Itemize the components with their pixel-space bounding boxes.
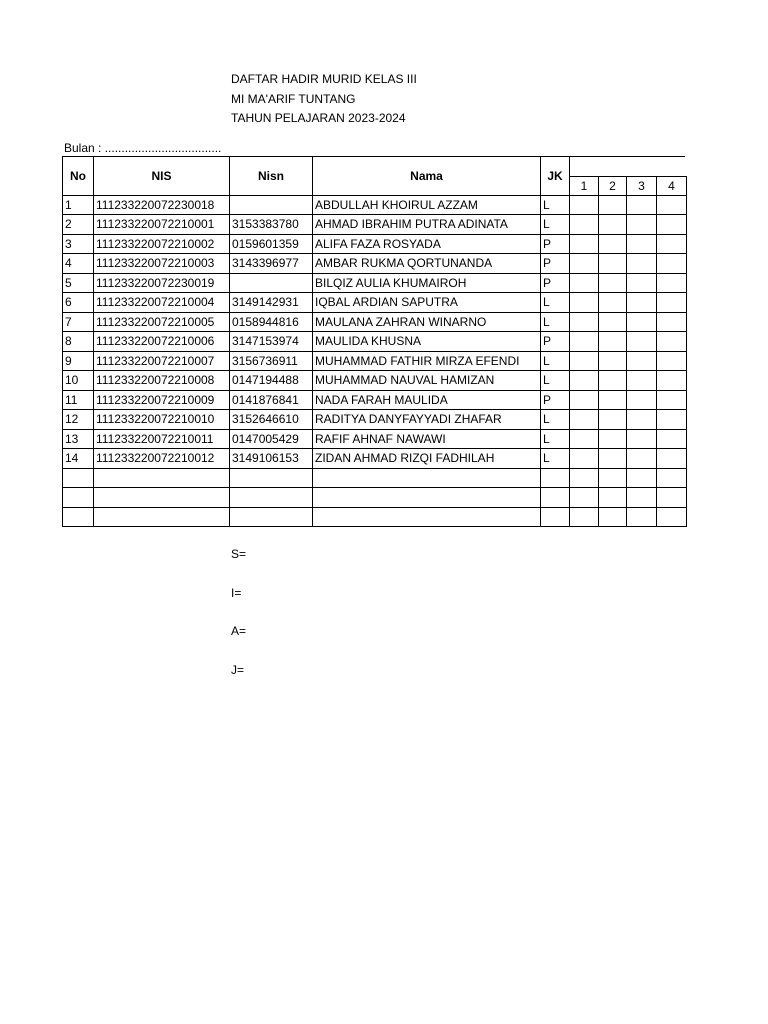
cell-day-2 bbox=[599, 488, 627, 508]
table-row bbox=[63, 293, 687, 313]
cell-day-2 bbox=[599, 351, 627, 371]
cell-day-1 bbox=[570, 273, 599, 293]
col-header-day-4: 4 bbox=[657, 176, 687, 195]
cell-nama: AHMAD IBRAHIM PUTRA ADINATA bbox=[313, 215, 541, 235]
cell-day-2 bbox=[599, 195, 627, 215]
cell-day-1 bbox=[570, 410, 599, 430]
cell-nis: 111233220072210002 bbox=[94, 234, 230, 254]
cell-day-1 bbox=[570, 507, 599, 527]
table-header-row bbox=[63, 157, 687, 177]
table-body bbox=[63, 195, 687, 527]
summary-jumlah: J= bbox=[231, 663, 245, 678]
cell-no: 11 bbox=[63, 390, 94, 410]
cell-jk: L bbox=[541, 429, 570, 449]
table-row bbox=[63, 488, 687, 508]
cell-day-4 bbox=[657, 351, 687, 371]
col-header-nis: NIS bbox=[94, 157, 230, 196]
cell-nama: MUHAMMAD NAUVAL HAMIZAN bbox=[313, 371, 541, 391]
cell-no: 3 bbox=[63, 234, 94, 254]
cell-day-4 bbox=[657, 195, 687, 215]
table-row bbox=[63, 390, 687, 410]
summary-izin: I= bbox=[231, 585, 242, 600]
cell-nis: 111233220072230019 bbox=[94, 273, 230, 293]
cell-nisn bbox=[230, 468, 313, 488]
cell-nisn: 3152646610 bbox=[230, 410, 313, 430]
attendance-table bbox=[62, 156, 687, 527]
cell-nama bbox=[313, 468, 541, 488]
cell-nisn: 0159601359 bbox=[230, 234, 313, 254]
cell-nisn bbox=[230, 195, 313, 215]
cell-nis bbox=[94, 488, 230, 508]
cell-day-1 bbox=[570, 449, 599, 469]
cell-day-3 bbox=[627, 390, 657, 410]
cell-day-3 bbox=[627, 449, 657, 469]
cell-day-4 bbox=[657, 312, 687, 332]
cell-day-3 bbox=[627, 332, 657, 352]
cell-jk: L bbox=[541, 195, 570, 215]
cell-nama: NADA FARAH MAULIDA bbox=[313, 390, 541, 410]
cell-day-3 bbox=[627, 351, 657, 371]
cell-nis: 111233220072230018 bbox=[94, 195, 230, 215]
cell-day-2 bbox=[599, 312, 627, 332]
table-row bbox=[63, 410, 687, 430]
cell-nis bbox=[94, 468, 230, 488]
cell-nama: ZIDAN AHMAD RIZQI FADHILAH bbox=[313, 449, 541, 469]
cell-jk: P bbox=[541, 332, 570, 352]
cell-nama: AMBAR RUKMA QORTUNANDA bbox=[313, 254, 541, 274]
cell-nama bbox=[313, 507, 541, 527]
cell-nis: 111233220072210010 bbox=[94, 410, 230, 430]
cell-no: 5 bbox=[63, 273, 94, 293]
cell-nama: RAFIF AHNAF NAWAWI bbox=[313, 429, 541, 449]
cell-jk: P bbox=[541, 254, 570, 274]
cell-nama: BILQIZ AULIA KHUMAIROH bbox=[313, 273, 541, 293]
cell-day-2 bbox=[599, 429, 627, 449]
cell-day-1 bbox=[570, 429, 599, 449]
cell-nis: 111233220072210006 bbox=[94, 332, 230, 352]
cell-nis: 111233220072210009 bbox=[94, 390, 230, 410]
cell-nama: MUHAMMAD FATHIR MIRZA EFENDI bbox=[313, 351, 541, 371]
cell-nis: 111233220072210012 bbox=[94, 449, 230, 469]
cell-day-2 bbox=[599, 449, 627, 469]
cell-day-4 bbox=[657, 234, 687, 254]
cell-day-4 bbox=[657, 390, 687, 410]
cell-day-2 bbox=[599, 332, 627, 352]
cell-jk: P bbox=[541, 273, 570, 293]
cell-day-3 bbox=[627, 254, 657, 274]
cell-day-1 bbox=[570, 351, 599, 371]
cell-day-4 bbox=[657, 410, 687, 430]
cell-jk: L bbox=[541, 371, 570, 391]
cell-day-1 bbox=[570, 371, 599, 391]
header-year: TAHUN PELAJARAN 2023-2024 bbox=[231, 111, 406, 125]
cell-nisn: 3153383780 bbox=[230, 215, 313, 235]
col-header-nisn: Nisn bbox=[230, 157, 313, 196]
cell-day-4 bbox=[657, 254, 687, 274]
table-row bbox=[63, 312, 687, 332]
cell-jk: L bbox=[541, 449, 570, 469]
cell-nama: ABDULLAH KHOIRUL AZZAM bbox=[313, 195, 541, 215]
table-row bbox=[63, 507, 687, 527]
cell-nisn: 0147005429 bbox=[230, 429, 313, 449]
table-row bbox=[63, 254, 687, 274]
summary-alpa: A= bbox=[231, 624, 247, 639]
table-row bbox=[63, 273, 687, 293]
cell-nis bbox=[94, 507, 230, 527]
cell-day-3 bbox=[627, 429, 657, 449]
cell-day-3 bbox=[627, 410, 657, 430]
table-row bbox=[63, 351, 687, 371]
col-header-no: No bbox=[63, 157, 94, 196]
cell-nama bbox=[313, 488, 541, 508]
table-row bbox=[63, 468, 687, 488]
cell-day-4 bbox=[657, 273, 687, 293]
cell-day-2 bbox=[599, 468, 627, 488]
table-row bbox=[63, 332, 687, 352]
cell-jk: P bbox=[541, 390, 570, 410]
document-header bbox=[231, 70, 417, 129]
cell-no: 14 bbox=[63, 449, 94, 469]
table-row bbox=[63, 195, 687, 215]
cell-no bbox=[63, 488, 94, 508]
cell-no: 8 bbox=[63, 332, 94, 352]
cell-jk: L bbox=[541, 312, 570, 332]
cell-day-4 bbox=[657, 215, 687, 235]
cell-day-4 bbox=[657, 371, 687, 391]
cell-day-3 bbox=[627, 488, 657, 508]
cell-day-2 bbox=[599, 371, 627, 391]
cell-nisn: 3156736911 bbox=[230, 351, 313, 371]
cell-day-3 bbox=[627, 215, 657, 235]
cell-day-4 bbox=[657, 488, 687, 508]
days-group-header bbox=[570, 157, 687, 177]
cell-day-4 bbox=[657, 468, 687, 488]
cell-jk bbox=[541, 488, 570, 508]
col-header-nama: Nama bbox=[313, 157, 541, 196]
cell-day-2 bbox=[599, 507, 627, 527]
cell-jk: L bbox=[541, 410, 570, 430]
cell-day-3 bbox=[627, 234, 657, 254]
cell-no: 13 bbox=[63, 429, 94, 449]
cell-nisn bbox=[230, 507, 313, 527]
cell-day-2 bbox=[599, 293, 627, 313]
cell-nisn: 0147194488 bbox=[230, 371, 313, 391]
cell-nama: RADITYA DANYFAYYADI ZHAFAR bbox=[313, 410, 541, 430]
cell-jk: P bbox=[541, 234, 570, 254]
cell-nisn: 0158944816 bbox=[230, 312, 313, 332]
col-header-day-1: 1 bbox=[570, 176, 599, 195]
cell-day-1 bbox=[570, 488, 599, 508]
cell-nisn: 3149106153 bbox=[230, 449, 313, 469]
month-label: Bulan : ................................... bbox=[64, 141, 222, 155]
cell-day-4 bbox=[657, 293, 687, 313]
cell-no: 9 bbox=[63, 351, 94, 371]
cell-no: 2 bbox=[63, 215, 94, 235]
cell-day-1 bbox=[570, 215, 599, 235]
cell-nama: MAULANA ZAHRAN WINARNO bbox=[313, 312, 541, 332]
table-row bbox=[63, 234, 687, 254]
cell-day-2 bbox=[599, 234, 627, 254]
cell-nisn: 3149142931 bbox=[230, 293, 313, 313]
cell-nis: 111233220072210005 bbox=[94, 312, 230, 332]
summary-block bbox=[231, 545, 246, 700]
cell-day-2 bbox=[599, 273, 627, 293]
header-title: DAFTAR HADIR MURID KELAS III bbox=[231, 72, 417, 86]
cell-day-2 bbox=[599, 410, 627, 430]
cell-day-2 bbox=[599, 390, 627, 410]
cell-nis: 111233220072210004 bbox=[94, 293, 230, 313]
cell-nis: 111233220072210001 bbox=[94, 215, 230, 235]
cell-day-3 bbox=[627, 293, 657, 313]
cell-no bbox=[63, 507, 94, 527]
cell-nama: MAULIDA KHUSNA bbox=[313, 332, 541, 352]
cell-nisn bbox=[230, 273, 313, 293]
cell-day-1 bbox=[570, 234, 599, 254]
table-row bbox=[63, 215, 687, 235]
cell-day-4 bbox=[657, 507, 687, 527]
col-header-day-3: 3 bbox=[627, 176, 657, 195]
cell-day-3 bbox=[627, 195, 657, 215]
cell-day-4 bbox=[657, 429, 687, 449]
table-row bbox=[63, 429, 687, 449]
cell-day-3 bbox=[627, 507, 657, 527]
cell-day-4 bbox=[657, 332, 687, 352]
cell-nis: 111233220072210007 bbox=[94, 351, 230, 371]
cell-nisn: 0141876841 bbox=[230, 390, 313, 410]
cell-jk: L bbox=[541, 215, 570, 235]
col-header-day-2: 2 bbox=[599, 176, 627, 195]
cell-nisn: 3147153974 bbox=[230, 332, 313, 352]
col-header-jk: JK bbox=[541, 157, 570, 196]
cell-day-3 bbox=[627, 273, 657, 293]
summary-sakit: S= bbox=[231, 547, 247, 561]
cell-no: 12 bbox=[63, 410, 94, 430]
cell-day-2 bbox=[599, 254, 627, 274]
cell-no: 10 bbox=[63, 371, 94, 391]
cell-day-4 bbox=[657, 449, 687, 469]
cell-nama: ALIFA FAZA ROSYADA bbox=[313, 234, 541, 254]
cell-jk bbox=[541, 507, 570, 527]
cell-no: 4 bbox=[63, 254, 94, 274]
cell-day-3 bbox=[627, 312, 657, 332]
cell-nis: 111233220072210008 bbox=[94, 371, 230, 391]
cell-day-1 bbox=[570, 312, 599, 332]
cell-nisn: 3143396977 bbox=[230, 254, 313, 274]
cell-jk: L bbox=[541, 293, 570, 313]
cell-nisn bbox=[230, 488, 313, 508]
cell-nama: IQBAL ARDIAN SAPUTRA bbox=[313, 293, 541, 313]
table-row bbox=[63, 449, 687, 469]
cell-no: 1 bbox=[63, 195, 94, 215]
table-row bbox=[63, 371, 687, 391]
cell-day-1 bbox=[570, 468, 599, 488]
cell-nis: 111233220072210011 bbox=[94, 429, 230, 449]
cell-day-1 bbox=[570, 254, 599, 274]
cell-no: 7 bbox=[63, 312, 94, 332]
cell-nis: 111233220072210003 bbox=[94, 254, 230, 274]
cell-day-1 bbox=[570, 293, 599, 313]
cell-jk bbox=[541, 468, 570, 488]
header-school: MI MA'ARIF TUNTANG bbox=[231, 91, 356, 106]
cell-day-3 bbox=[627, 371, 657, 391]
cell-no: 6 bbox=[63, 293, 94, 313]
cell-day-1 bbox=[570, 195, 599, 215]
cell-day-3 bbox=[627, 468, 657, 488]
cell-no bbox=[63, 468, 94, 488]
cell-day-1 bbox=[570, 332, 599, 352]
cell-day-1 bbox=[570, 390, 599, 410]
cell-day-2 bbox=[599, 215, 627, 235]
cell-jk: L bbox=[541, 351, 570, 371]
